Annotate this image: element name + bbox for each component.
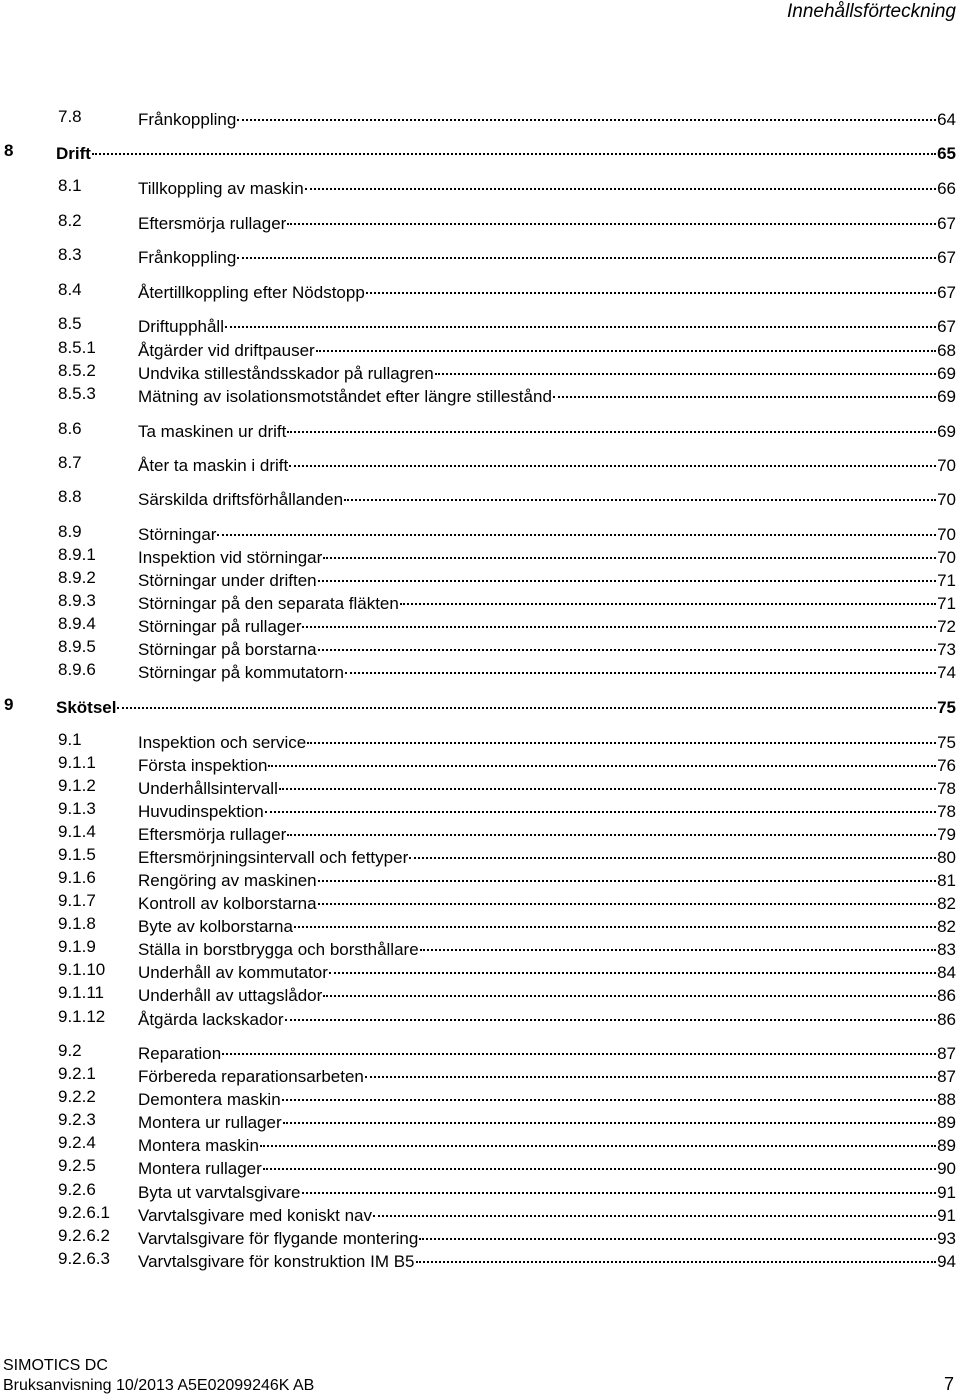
toc-dot-leader <box>419 1221 936 1240</box>
toc-dot-leader <box>366 275 936 294</box>
toc-section-title: Första inspektion <box>138 756 268 775</box>
toc-dot-leader <box>307 725 936 744</box>
toc-chapter-entry[interactable] <box>0 140 956 162</box>
toc-section-number: 9.2.6 <box>58 1180 96 1199</box>
toc-dot-leader <box>117 690 936 709</box>
toc-section-number: 9.2.6.1 <box>58 1203 110 1222</box>
toc-section-number: 8.9 <box>58 522 82 541</box>
toc-entry[interactable] <box>0 418 956 440</box>
toc-section-title: Kontroll av kolborstarna <box>138 894 317 913</box>
toc-section-title: Störningar på borstarna <box>138 640 317 659</box>
toc-dot-leader <box>318 863 936 882</box>
toc-page-number: 70 <box>937 490 956 509</box>
toc-page-number: 89 <box>937 1136 956 1155</box>
toc-dot-leader <box>316 333 936 352</box>
toc-section-title: Återtillkoppling efter Nödstopp <box>138 283 365 302</box>
toc-section-title: Frånkoppling <box>138 248 237 267</box>
toc-dot-leader <box>279 771 936 790</box>
running-header: Innehållsförteckning <box>787 1 956 22</box>
toc-page-number: 88 <box>937 1090 956 1109</box>
toc-section-title: Störningar på kommutatorn <box>138 663 344 682</box>
toc-dot-leader <box>329 955 936 974</box>
toc-section-title: Inspektion vid störningar <box>138 548 323 567</box>
toc-page-number: 69 <box>937 364 956 383</box>
toc-page-number: 69 <box>937 387 956 406</box>
toc-page-number: 94 <box>937 1252 956 1271</box>
toc-dot-leader <box>344 482 936 501</box>
toc-entry[interactable] <box>0 279 956 301</box>
toc-dot-leader <box>285 1002 937 1021</box>
toc-page-number: 79 <box>937 825 956 844</box>
toc-dot-leader <box>289 448 936 467</box>
toc-section-number: 9.1.2 <box>58 776 96 795</box>
toc-section-number: 8.9.1 <box>58 545 96 564</box>
toc-chapter-entry[interactable] <box>0 694 956 716</box>
toc-page-number: 67 <box>937 214 956 233</box>
toc-section-number: 8.9.4 <box>58 614 96 633</box>
toc-entry[interactable] <box>0 383 956 405</box>
toc-section-number: 8.9.6 <box>58 660 96 679</box>
toc-section-number: 8.5.1 <box>58 338 96 357</box>
toc-section-title: Störningar på rullager <box>138 617 302 636</box>
toc-section-title: Underhåll av uttagslådor <box>138 986 323 1005</box>
toc-dot-leader <box>282 1082 936 1101</box>
toc-dot-leader <box>222 1036 936 1055</box>
toc-page-number: 78 <box>937 802 956 821</box>
footer-product-name: SIMOTICS DC <box>3 1357 108 1374</box>
toc-section-number: 9.1.5 <box>58 845 96 864</box>
toc-section-number: 9.1.1 <box>58 753 96 772</box>
toc-page-number: 91 <box>937 1206 956 1225</box>
toc-dot-leader <box>287 206 936 225</box>
toc-section-title: Montera ur rullager <box>138 1113 282 1132</box>
toc-page-number: 64 <box>937 110 956 129</box>
toc-dot-leader <box>318 886 936 905</box>
toc-section-number: 8.7 <box>58 453 82 472</box>
toc-section-title: Eftersmörjningsintervall och fettyper <box>138 848 409 867</box>
toc-dot-leader <box>318 632 936 651</box>
toc-page-number: 93 <box>937 1229 956 1248</box>
toc-section-title: Inspektion och service <box>138 733 307 752</box>
toc-entry[interactable] <box>0 313 956 335</box>
toc-section-number: 8.4 <box>58 280 82 299</box>
toc-section-title: Demontera maskin <box>138 1090 281 1109</box>
toc-dot-leader <box>416 1244 937 1263</box>
toc-dot-leader <box>318 563 936 582</box>
toc-page-number: 68 <box>937 341 956 360</box>
toc-section-number: 9.1.12 <box>58 1007 106 1026</box>
toc-dot-leader <box>237 240 936 259</box>
toc-page-number: 74 <box>937 663 956 682</box>
toc-page-number: 86 <box>937 1010 956 1029</box>
toc-dot-leader <box>217 517 936 536</box>
toc-page-number: 70 <box>937 525 956 544</box>
toc-dot-leader <box>268 748 936 767</box>
toc-page-number: 89 <box>937 1113 956 1132</box>
toc-page-number: 81 <box>937 871 956 890</box>
toc-section-title: Skötsel <box>56 698 117 717</box>
toc-page-number: 80 <box>937 848 956 867</box>
toc-section-title: Åtgärder vid driftpauser <box>138 341 315 360</box>
toc-page-number: 78 <box>937 779 956 798</box>
toc-dot-leader <box>92 136 936 155</box>
toc-section-number: 9.1.10 <box>58 960 106 979</box>
toc-dot-leader <box>263 1151 936 1170</box>
toc-page-number: 70 <box>937 548 956 567</box>
toc-page-number: 76 <box>937 756 956 775</box>
toc-page-number: 82 <box>937 917 956 936</box>
toc-page-number: 87 <box>937 1044 956 1063</box>
toc-section-title: Eftersmörja rullager <box>138 825 287 844</box>
toc-page-number: 90 <box>937 1159 956 1178</box>
toc-section-number: 8.9.2 <box>58 568 96 587</box>
toc-section-title: Störningar <box>138 525 217 544</box>
toc-dot-leader <box>323 978 936 997</box>
toc-section-number: 8.6 <box>58 419 82 438</box>
toc-section-title: Särskilda driftsförhållanden <box>138 490 344 509</box>
toc-section-title: Undvika stilleståndsskador på rullagren <box>138 364 434 383</box>
toc-section-number: 9.2 <box>58 1041 82 1060</box>
toc-entry[interactable] <box>0 210 956 232</box>
toc-section-number: 9.1.9 <box>58 937 96 956</box>
toc-page-number: 86 <box>937 986 956 1005</box>
toc-section-title: Underhållsintervall <box>138 779 278 798</box>
toc-section-title: Åter ta maskin i drift <box>138 456 289 475</box>
toc-dot-leader <box>237 102 936 121</box>
toc-section-number: 8.1 <box>58 176 82 195</box>
toc-section-number: 9.2.6.3 <box>58 1249 110 1268</box>
toc-entry[interactable] <box>0 659 956 681</box>
toc-section-title: Montera maskin <box>138 1136 259 1155</box>
toc-section-title: Reparation <box>138 1044 222 1063</box>
toc-dot-leader <box>400 586 936 605</box>
toc-dot-leader <box>287 414 936 433</box>
toc-page-number: 67 <box>937 283 956 302</box>
toc-dot-leader <box>265 794 936 813</box>
toc-dot-leader <box>373 1198 936 1217</box>
toc-entry[interactable] <box>0 175 956 197</box>
toc-page-number: 69 <box>937 422 956 441</box>
toc-section-number: 8 <box>4 141 14 160</box>
toc-page-number: 71 <box>937 594 956 613</box>
toc-dot-leader <box>287 817 936 836</box>
toc-section-number: 9.1.6 <box>58 868 96 887</box>
toc-section-title: Förbereda reparationsarbeten <box>138 1067 364 1086</box>
toc-page-number: 70 <box>937 456 956 475</box>
toc-dot-leader <box>305 171 936 190</box>
toc-section-number: 9.2.3 <box>58 1110 96 1129</box>
toc-section-number: 9.2.4 <box>58 1133 96 1152</box>
toc-entry[interactable] <box>0 106 956 128</box>
toc-section-number: 9.2.5 <box>58 1156 96 1175</box>
toc-section-title: Huvudinspektion <box>138 802 264 821</box>
toc-dot-leader <box>365 1059 936 1078</box>
page-number: 7 <box>943 1374 954 1394</box>
toc-section-title: Byte av kolborstarna <box>138 917 293 936</box>
toc-page-number: 71 <box>937 571 956 590</box>
toc-section-number: 9.1 <box>58 730 82 749</box>
toc-page-number: 84 <box>937 963 956 982</box>
toc-entry[interactable] <box>0 244 956 266</box>
toc-section-title: Drift <box>56 144 91 163</box>
toc-page-number: 75 <box>937 733 956 752</box>
toc-section-title: Driftupphåll <box>138 317 224 336</box>
toc-section-title: Eftersmörja rullager <box>138 214 287 233</box>
toc-dot-leader <box>435 356 936 375</box>
toc-entry[interactable] <box>0 1006 956 1028</box>
toc-section-title: Varvtalsgivare med koniskt nav <box>138 1206 373 1225</box>
toc-page-number: 73 <box>937 640 956 659</box>
toc-section-number: 7.8 <box>58 107 82 126</box>
toc-page-number: 87 <box>937 1067 956 1086</box>
toc-page-number: 65 <box>937 144 956 163</box>
toc-section-number: 9.1.11 <box>58 983 105 1002</box>
toc-section-number: 8.5.3 <box>58 384 96 403</box>
toc-section-title: Mätning av isolationsmotståndet efter längre stillestånd <box>138 387 552 406</box>
toc-section-title: Ställa in borstbrygga och borsthållare <box>138 940 419 959</box>
toc-section-number: 8.5 <box>58 314 82 333</box>
toc-entry[interactable] <box>0 452 956 474</box>
toc-dot-leader <box>225 309 936 328</box>
toc-dot-leader <box>294 909 936 928</box>
toc-section-title: Åtgärda lackskador <box>138 1010 284 1029</box>
toc-dot-leader <box>323 540 936 559</box>
toc-section-number: 8.9.3 <box>58 591 96 610</box>
toc-dot-leader <box>302 609 936 628</box>
toc-dot-leader <box>553 379 936 398</box>
toc-page-number: 67 <box>937 317 956 336</box>
toc-section-number: 8.3 <box>58 245 82 264</box>
toc-section-title: Varvtalsgivare för flygande montering <box>138 1229 419 1248</box>
toc-section-title: Rengöring av maskinen <box>138 871 317 890</box>
toc-section-number: 8.5.2 <box>58 361 96 380</box>
toc-page-number: 66 <box>937 179 956 198</box>
toc-section-title: Montera rullager <box>138 1159 262 1178</box>
toc-section-title: Ta maskinen ur drift <box>138 422 287 441</box>
toc-section-number: 9.2.1 <box>58 1064 96 1083</box>
toc-entry[interactable] <box>0 486 956 508</box>
toc-section-number: 9.1.3 <box>58 799 96 818</box>
toc-section-title: Underhåll av kommutator <box>138 963 328 982</box>
toc-page-number: 82 <box>937 894 956 913</box>
toc-page-number: 83 <box>937 940 956 959</box>
toc-section-title: Byta ut varvtalsgivare <box>138 1183 301 1202</box>
toc-entry[interactable] <box>0 982 956 1004</box>
toc-entry[interactable] <box>0 1248 956 1270</box>
toc-section-title: Frånkoppling <box>138 110 237 129</box>
toc-section-number: 9.2.2 <box>58 1087 96 1106</box>
toc-page-number: 75 <box>937 698 956 717</box>
toc-section-title: Störningar under driften <box>138 571 317 590</box>
toc-section-number: 8.2 <box>58 211 82 230</box>
toc-dot-leader <box>260 1128 936 1147</box>
toc-section-number: 9.1.7 <box>58 891 96 910</box>
toc-dot-leader <box>302 1175 937 1194</box>
toc-section-number: 8.9.5 <box>58 637 96 656</box>
toc-section-title: Tillkoppling av maskin <box>138 179 304 198</box>
toc-entry[interactable] <box>0 1155 956 1177</box>
toc-dot-leader <box>420 932 936 951</box>
toc-section-number: 9.1.8 <box>58 914 96 933</box>
toc-page-number: 67 <box>937 248 956 267</box>
toc-section-title: Varvtalsgivare för konstruktion IM B5 <box>138 1252 415 1271</box>
toc-section-number: 9.1.4 <box>58 822 96 841</box>
toc-section-title: Störningar på den separata fläkten <box>138 594 399 613</box>
footer-document-id: Bruksanvisning 10/2013 A5E02099246K AB <box>3 1377 315 1394</box>
toc-section-number: 8.8 <box>58 487 82 506</box>
toc-page-number: 72 <box>937 617 956 636</box>
toc-section-number: 9.2.6.2 <box>58 1226 110 1245</box>
toc-page-number: 91 <box>937 1183 956 1202</box>
toc-dot-leader <box>345 655 936 674</box>
toc-section-number: 9 <box>4 695 14 714</box>
toc-dot-leader <box>283 1105 936 1124</box>
toc-dot-leader <box>409 840 936 859</box>
